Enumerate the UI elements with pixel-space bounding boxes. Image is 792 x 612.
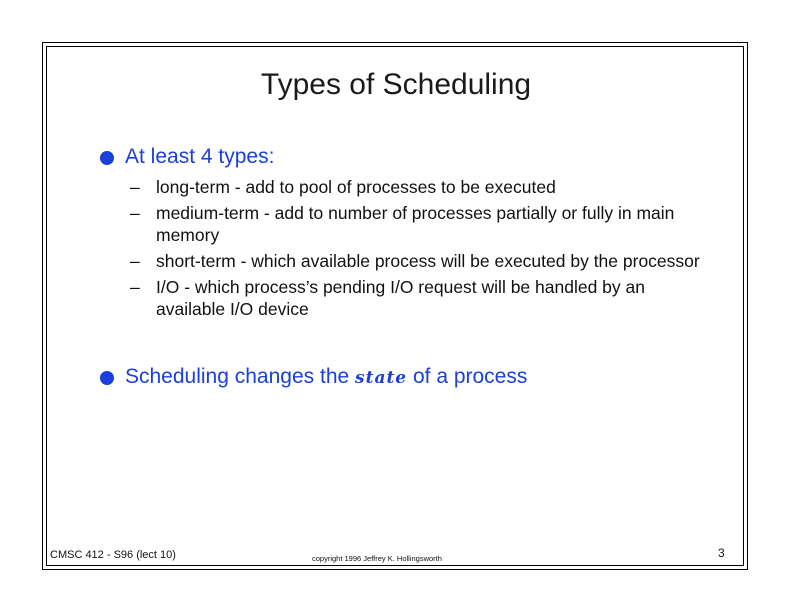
sub-item-text: I/O - which process’s pending I/O request will be handled by an available I/O device <box>156 277 645 319</box>
sub-item-short-term <box>130 250 700 272</box>
sub-bullet-list <box>130 176 700 324</box>
sub-item-text: short-term - which available process will be executed by the processor <box>156 251 700 271</box>
sub-item-medium-term <box>130 202 700 246</box>
slide-title: Types of Scheduling <box>260 68 532 101</box>
bullet-text-after: of a process <box>412 365 528 388</box>
sub-item-io <box>130 276 700 320</box>
dash-icon: – <box>130 177 140 197</box>
bullet-text: At least 4 types: <box>125 145 275 168</box>
footer-copyright: copyright 1996 Jeffrey K. Hollingsworth <box>312 554 442 563</box>
dash-icon: – <box>130 203 140 223</box>
state-emphasis: state <box>355 368 408 388</box>
bullet-text-before: Scheduling changes the <box>125 365 350 388</box>
dash-icon: – <box>130 277 140 297</box>
bullet-dot-icon <box>100 151 114 165</box>
bullet-dot-icon <box>100 371 114 385</box>
sub-item-text: long-term - add to pool of processes to be executed <box>156 177 556 197</box>
bullet-text <box>125 365 527 389</box>
page-number: 3 <box>718 546 725 560</box>
sub-item-long-term <box>130 176 700 198</box>
bullet-types <box>100 145 720 171</box>
dash-icon: – <box>130 251 140 271</box>
footer-course: CMSC 412 - S96 (lect 10) <box>50 549 176 561</box>
bullet-state-change <box>100 365 720 391</box>
sub-item-text: medium-term - add to number of processes partially or fully in main memory <box>156 203 675 245</box>
